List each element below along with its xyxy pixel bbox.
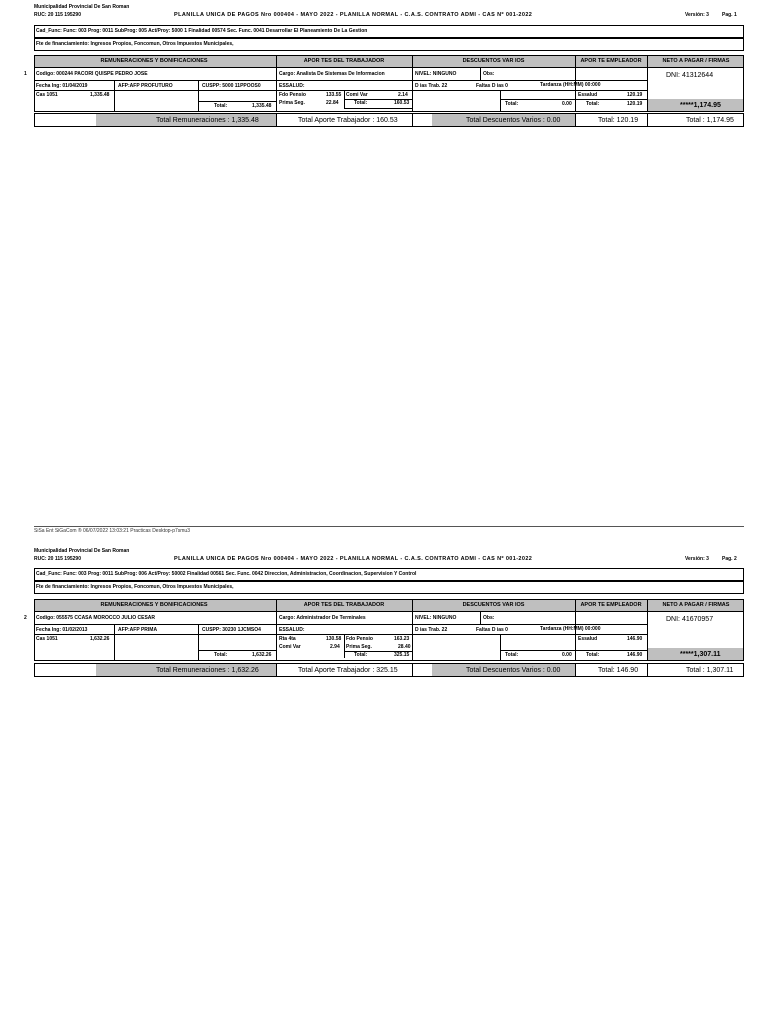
- aporte-label: Comi Var: [346, 92, 368, 98]
- total-remuneraciones: Total Remuneraciones : 1,632.26: [156, 667, 259, 674]
- empleador-item-value: 120.19: [627, 92, 643, 98]
- fecha-ingreso: Fecha Ing: 01/02/2013: [36, 627, 88, 633]
- neto-a-pagar: *****1,174.95: [680, 102, 721, 109]
- aporte-value: 2.94: [330, 644, 340, 650]
- afp: AFP:AFP PROFUTURO: [118, 83, 173, 89]
- tardanza: Tardanza (HH:MM) 00:000: [540, 82, 601, 88]
- remun-total-value: 1,632.26: [252, 652, 272, 658]
- aporte-label: Rta 4ta: [279, 636, 296, 642]
- desc-total-label: Total:: [505, 101, 519, 107]
- aporte-total-label: Total:: [354, 100, 368, 106]
- fuente: Fte de financiamiento: Ingresos Propios, Foncomun, Otros Impuestos Municipales,: [36, 584, 234, 590]
- total-descuentos: Total Descuentos Varios : 0.00: [466, 117, 561, 124]
- header-neto: NETO A PAGAR / FIRMAS: [662, 58, 730, 64]
- aporte-value: 2.14: [398, 92, 408, 98]
- employee-dni: DNI: 41312644: [666, 72, 714, 79]
- aporte-value: 28.40: [398, 644, 411, 650]
- header-neto: NETO A PAGAR / FIRMAS: [662, 602, 730, 608]
- empleador-item-value: 146.90: [627, 636, 643, 642]
- remun-total-label: Total:: [214, 652, 228, 658]
- ruc: RUC: 20 115 195290: [34, 556, 81, 562]
- remun-total-value: 1,335.48: [252, 103, 272, 109]
- dias-trabajados: D ias Trab. 22: [415, 83, 448, 89]
- employee-cargo: Cargo: Administrador De Terminales: [279, 615, 366, 621]
- cuspp: CUSPP: 5000 11PPOOS0: [202, 83, 261, 89]
- header-descuentos: DESCUENTOS VAR IOS: [462, 602, 525, 608]
- aporte-label: Comi Var: [279, 644, 301, 650]
- row-number: 2: [24, 615, 27, 621]
- faltas-dias: Faltas D ias 0: [476, 83, 508, 89]
- desc-total-value: 0.00: [562, 101, 572, 107]
- row-number: 1: [24, 71, 27, 77]
- remun-item-label: Cas 1051: [36, 92, 58, 98]
- cad-func: Cad_Func: Func: 003 Prog: 0011 SubProg: 005 Act/Proy: 5000 1 Finalidad 00574 Sec. Func. 0041 Desarrollar El Planeamiento De La Gestion: [36, 28, 368, 34]
- desc-total-label: Total:: [505, 652, 519, 658]
- employee-nivel: NIVEL: NINGUNO: [415, 615, 457, 621]
- header-aporte-empleador: APOR TE EMPLEADOR: [580, 602, 642, 608]
- desc-total-value: 0.00: [562, 652, 572, 658]
- essalud-label: ESSALUD:: [279, 83, 305, 89]
- empleador-total-value: 146.90: [627, 652, 643, 658]
- header-remuneraciones: REMUNERACIONES Y BONIFICACIONES: [100, 602, 208, 608]
- aporte-label: Prima Seg.: [346, 644, 372, 650]
- essalud-label: ESSALUD:: [279, 627, 305, 633]
- page-number: Pag. 1: [722, 12, 737, 18]
- sheet-title: PLANILLA UNICA DE PAGOS Nro 000404 - MAYO 2022 - PLANILLA NORMAL - C.A.S. CONTRATO ADMI - CAS Nº 001-2022: [174, 12, 533, 18]
- total-remuneraciones: Total Remuneraciones : 1,335.48: [156, 117, 259, 124]
- org-name: Municipalidad Provincial De San Roman: [34, 4, 130, 10]
- header-aporte-empleador: APOR TE EMPLEADOR: [580, 58, 642, 64]
- aporte-value: 130.58: [326, 636, 342, 642]
- aporte-label: Fdo Pensio: [279, 92, 306, 98]
- total-aporte-trabajador: Total Aporte Trabajador : 160.53: [298, 117, 398, 124]
- cuspp: CUSPP: 30230 1JCMSO4: [202, 627, 261, 633]
- dias-trabajados: D ias Trab. 22: [415, 627, 448, 633]
- remun-item-value: 1,632.26: [90, 636, 110, 642]
- aporte-total-value: 160.53: [394, 100, 410, 106]
- empleador-total-label: Total:: [586, 652, 600, 658]
- remun-item-label: Cas 1051: [36, 636, 58, 642]
- sheet-title: PLANILLA UNICA DE PAGOS Nro 000404 - MAYO 2022 - PLANILLA NORMAL - C.A.S. CONTRATO ADMI - CAS Nº 001-2022: [174, 556, 533, 562]
- total-neto: Total : 1,174.95: [686, 117, 734, 124]
- version: Versión: 3: [685, 12, 709, 18]
- total-empleador: Total: 146.90: [598, 667, 639, 674]
- aporte-value: 163.23: [394, 636, 410, 642]
- employee-obs: Obs:: [483, 71, 495, 77]
- aporte-value: 133.55: [326, 92, 342, 98]
- cad-func: Cad_Func: Func: 003 Prog: 0011 SubProg: 006 Act/Proy: 50002 Finalidad 00561 Sec. Func. 0042 Direccion, Administracion, Coordinacion, Supervision Y Control: [36, 571, 417, 577]
- aporte-label: Prima Seg.: [279, 100, 305, 106]
- total-empleador: Total: 120.19: [598, 117, 639, 124]
- fecha-ingreso: Fecha Ing: 01/04/2019: [36, 83, 88, 89]
- empleador-total-label: Total:: [586, 101, 600, 107]
- faltas-dias: Faltas D ias 0: [476, 627, 508, 633]
- afp: AFP:AFP PRIMA: [118, 627, 158, 633]
- aporte-label: Fdo Pensio: [346, 636, 373, 642]
- header-aportes-trabajador: APOR TES DEL TRABAJADOR: [303, 602, 385, 608]
- empleador-item-label: Essalud: [578, 92, 598, 98]
- employee-code-name: Codigo: 055575 CCASA MOROCCO JULIO CESAR: [36, 615, 155, 621]
- aporte-value: 22.84: [326, 100, 339, 106]
- version: Versión: 3: [685, 556, 709, 562]
- employee-code-name: Codigo: 000244 PACORI QUISPE PEDRO JOSE: [36, 71, 148, 77]
- neto-a-pagar: *****1,307.11: [680, 651, 721, 658]
- aporte-total-value: 325.15: [394, 652, 410, 658]
- page-separator: [34, 526, 744, 527]
- employee-dni: DNI: 41670957: [666, 616, 714, 623]
- page-number: Pag. 2: [722, 556, 737, 562]
- header-remuneraciones: REMUNERACIONES Y BONIFICACIONES: [100, 58, 208, 64]
- remun-item-value: 1,335.48: [90, 92, 110, 98]
- employee-obs: Obs:: [483, 615, 495, 621]
- empleador-item-label: Essalud: [578, 636, 598, 642]
- total-descuentos: Total Descuentos Varios : 0.00: [466, 667, 561, 674]
- employee-cargo: Cargo: Analista De Sistemas De Informacion: [279, 71, 385, 77]
- aporte-total-label: Total:: [354, 652, 368, 658]
- employee-nivel: NIVEL: NINGUNO: [415, 71, 457, 77]
- org-name: Municipalidad Provincial De San Roman: [34, 548, 130, 554]
- total-neto: Total : 1,307.11: [686, 667, 734, 674]
- fuente: Fte de financiamiento: Ingresos Propios, Foncomun, Otros Impuestos Municipales,: [36, 41, 234, 47]
- remun-total-label: Total:: [214, 103, 228, 109]
- system-footer: SiSa Ent SiGaCom ® 06/07/2022 13:03:21 Practicas Desktop-p7smu3: [34, 528, 190, 534]
- header-aportes-trabajador: APOR TES DEL TRABAJADOR: [303, 58, 385, 64]
- empleador-total-value: 120.19: [627, 101, 643, 107]
- tardanza: Tardanza (HH:MM) 00:000: [540, 626, 601, 632]
- ruc: RUC: 20 115 195290: [34, 12, 81, 18]
- header-descuentos: DESCUENTOS VAR IOS: [462, 58, 525, 64]
- total-aporte-trabajador: Total Aporte Trabajador : 325.15: [298, 667, 398, 674]
